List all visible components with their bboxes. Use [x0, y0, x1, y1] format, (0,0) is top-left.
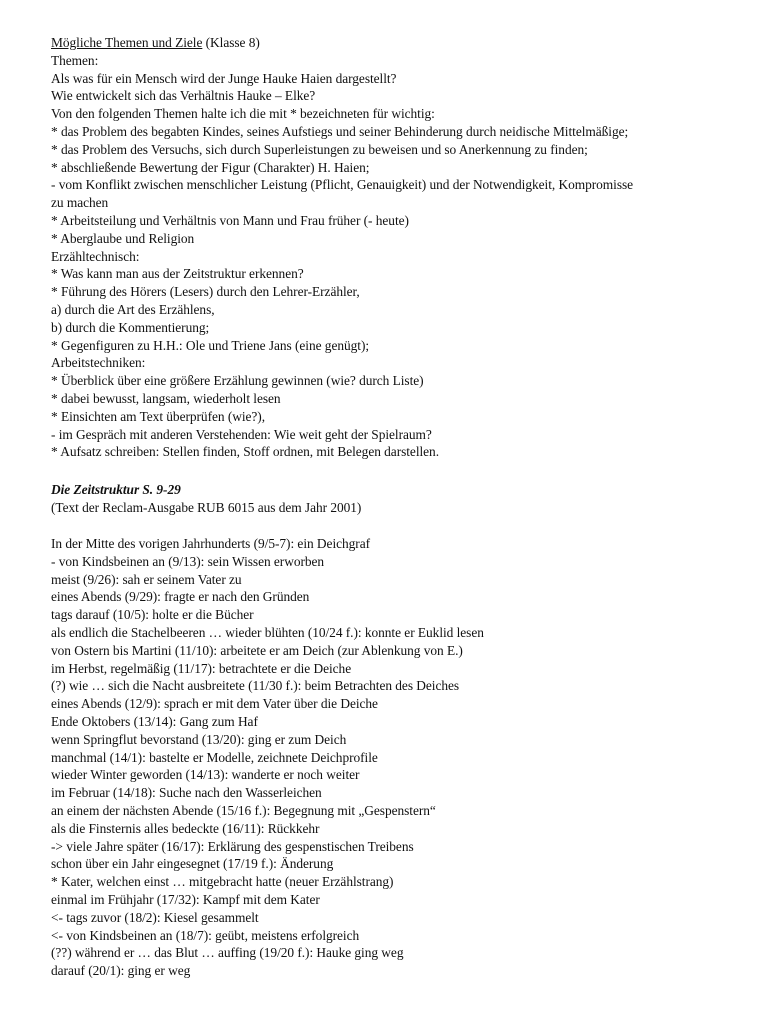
timeline-line: (?) wie … sich die Nacht ausbreitete (11/30 f.): beim Betrachten des Deiches: [51, 678, 460, 694]
text-line: Arbeitstechniken:: [51, 355, 146, 371]
timeline-line: schon über ein Jahr eingesegnet (17/19 f.): Änderung: [51, 856, 334, 872]
timeline-line: * Kater, welchen einst … mitgebracht hatte (neuer Erzählstrang): [51, 874, 394, 890]
timeline-line: wieder Winter geworden (14/13): wanderte er noch weiter: [51, 767, 360, 783]
text-line: * Aufsatz schreiben: Stellen finden, Stoff ordnen, mit Belegen darstellen.: [51, 444, 440, 460]
timeline-line: einmal im Frühjahr (17/32): Kampf mit dem Kater: [51, 891, 320, 907]
text-line: Als was für ein Mensch wird der Junge Hauke Haien dargestellt?: [51, 70, 397, 86]
text-line: * abschließende Bewertung der Figur (Charakter) H. Haien;: [51, 159, 370, 175]
section-themes: [51, 34, 751, 461]
timeline-line: an einem der nächsten Abende (15/16 f.): Begegnung mit „Gespenstern“: [51, 802, 436, 818]
timeline-line: eines Abends (12/9): sprach er mit dem Vater über die Deiche: [51, 696, 378, 712]
text-line: Themen:: [51, 52, 99, 68]
text-line: * Gegenfiguren zu H.H.: Ole und Triene Jans (eine genügt);: [51, 337, 370, 353]
text-line: zu machen: [51, 195, 109, 211]
section-zeitstruktur: [51, 481, 751, 517]
text-line: * das Problem des begabten Kindes, seines Aufstiegs und seiner Behinderung durch neidische Mittelmäßige;: [51, 123, 629, 139]
text-line: - im Gespräch mit anderen Verstehenden: Wie weit geht der Spielraum?: [51, 426, 432, 442]
timeline-line: eines Abends (9/29): fragte er nach den Gründen: [51, 589, 310, 605]
timeline-line: tags darauf (10/5): holte er die Bücher: [51, 607, 254, 623]
timeline-line: im Februar (14/18): Suche nach den Wasserleichen: [51, 785, 322, 801]
text-line: * Aberglaube und Religion: [51, 230, 195, 246]
text-line: Erzähltechnisch:: [51, 248, 140, 264]
text-line: Von den folgenden Themen halte ich die mit * bezeichneten für wichtig:: [51, 106, 435, 122]
timeline-line: im Herbst, regelmäßig (11/17): betrachtete er die Deiche: [51, 660, 352, 676]
timeline-line: darauf (20/1): ging er weg: [51, 963, 191, 979]
source-note: (Text der Reclam-Ausgabe RUB 6015 aus dem Jahr 2001): [51, 499, 362, 515]
text-line: b) durch die Kommentierung;: [51, 319, 210, 335]
section-title: Mögliche Themen und Ziele: [51, 35, 203, 50]
timeline-line: manchmal (14/1): bastelte er Modelle, zeichnete Deichprofile: [51, 749, 378, 765]
timeline-line: als endlich die Stachelbeeren … wieder blühten (10/24 f.): konnte er Euklid lesen: [51, 624, 484, 640]
timeline-list: [51, 535, 751, 980]
section-title-class: (Klasse 8): [202, 35, 260, 50]
text-line: a) durch die Art des Erzählens,: [51, 301, 215, 317]
section-heading: Die Zeitstruktur S. 9-29: [51, 482, 181, 497]
text-line: * Einsichten am Text überprüfen (wie?),: [51, 408, 266, 424]
text-line: * das Problem des Versuchs, sich durch Superleistungen zu beweisen und so Anerkennung zu finden;: [51, 141, 588, 157]
section-title-line: [51, 34, 751, 52]
text-line: * Führung des Hörers (Lesers) durch den Lehrer-Erzähler,: [51, 284, 360, 300]
timeline-line: <- von Kindsbeinen an (18/7): geübt, meistens erfolgreich: [51, 927, 360, 943]
timeline-line: - von Kindsbeinen an (9/13): sein Wissen erworben: [51, 553, 325, 569]
timeline-line: In der Mitte des vorigen Jahrhunderts (9/5-7): ein Deichgraf: [51, 536, 371, 551]
text-line: * Arbeitsteilung und Verhältnis von Mann und Frau früher (- heute): [51, 212, 409, 228]
timeline-line: von Ostern bis Martini (11/10): arbeitete er am Deich (zur Ablenkung von E.): [51, 642, 463, 658]
text-line: * dabei bewusst, langsam, wiederholt lesen: [51, 390, 281, 406]
timeline-line: meist (9/26): sah er seinem Vater zu: [51, 571, 242, 587]
timeline-line: Ende Oktobers (13/14): Gang zum Haf: [51, 713, 258, 729]
timeline-line: (??) während er … das Blut … auffing (19/20 f.): Hauke ging weg: [51, 945, 404, 961]
text-line: * Was kann man aus der Zeitstruktur erkennen?: [51, 266, 304, 282]
timeline-line: <- tags zuvor (18/2): Kiesel gesammelt: [51, 909, 259, 925]
timeline-line: als die Finsternis alles bedeckte (16/11): Rückkehr: [51, 820, 320, 836]
timeline-line: wenn Springflut bevorstand (13/20): ging er zum Deich: [51, 731, 347, 747]
timeline-line: -> viele Jahre später (16/17): Erklärung des gespenstischen Treibens: [51, 838, 414, 854]
text-line: - vom Konflikt zwischen menschlicher Leistung (Pflicht, Genauigkeit) und der Notwendigkeit, Kompromisse: [51, 177, 634, 193]
text-line: * Überblick über eine größere Erzählung gewinnen (wie? durch Liste): [51, 373, 424, 389]
text-line: Wie entwickelt sich das Verhältnis Hauke – Elke?: [51, 88, 316, 104]
